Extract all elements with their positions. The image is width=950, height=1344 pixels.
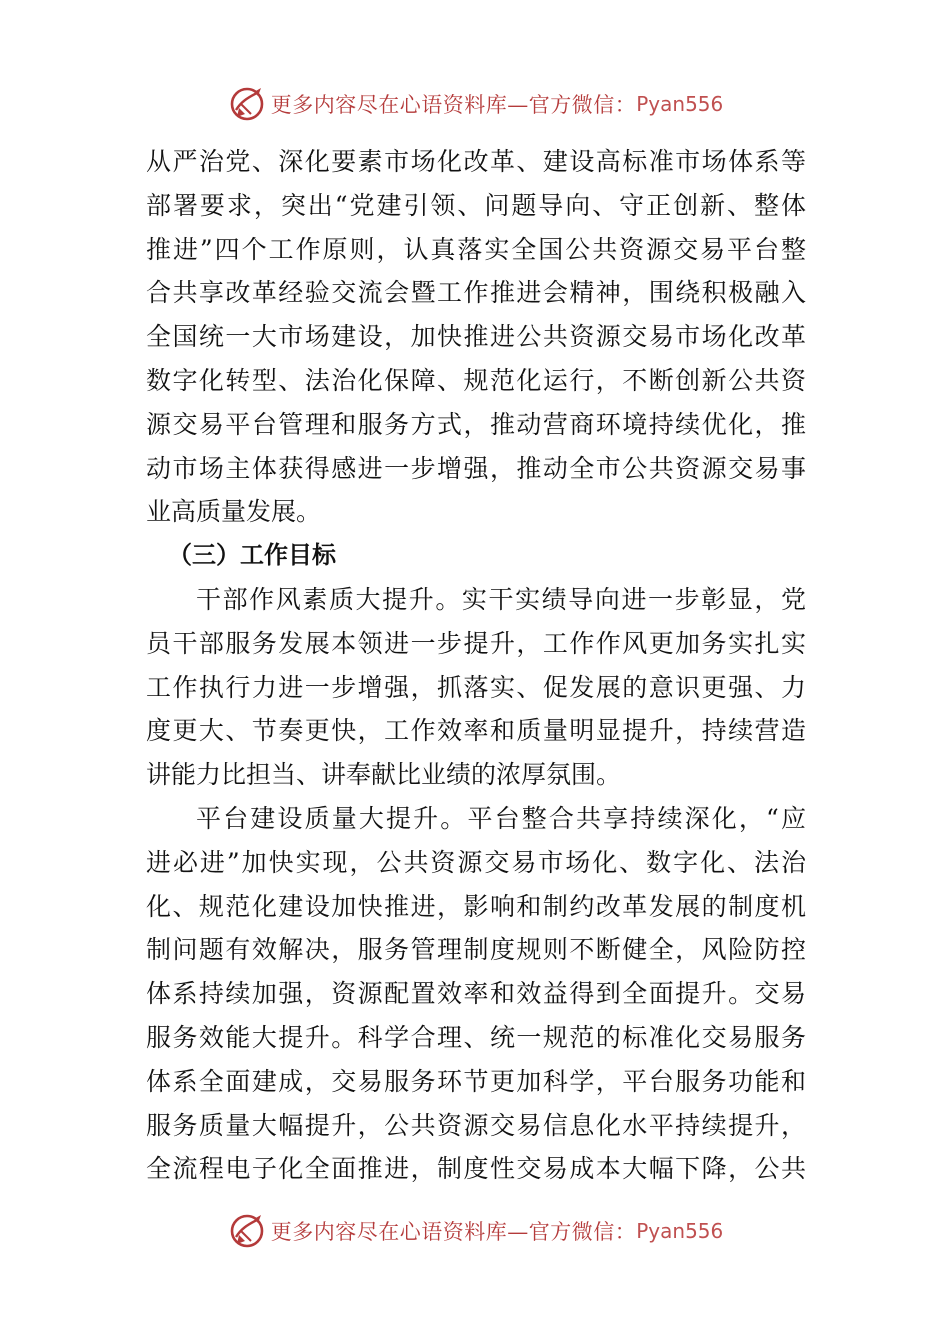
text-line: 工作执行力进一步增强，抓落实、促发展的意识更强、力 [146, 672, 806, 702]
text-line: 部署要求，突出“党建引领、问题导向、守正创新、整体 [146, 190, 806, 220]
header-watermark [0, 82, 950, 126]
text-line: 体系持续加强，资源配置效率和效益得到全面提升。交易 [146, 979, 806, 1009]
text-line: 员干部服务发展本领进一步提升，工作作风更加务实扎实 [146, 628, 806, 658]
text-line: 从严治党、深化要素市场化改革、建设高标准市场体系等 [146, 147, 806, 176]
watermark-id: Pyan556 [636, 92, 724, 116]
text-line: 度更大、节奏更快，工作效率和质量明显提升，持续营造 [146, 716, 806, 746]
watermark-id: Pyan556 [636, 1219, 724, 1243]
text-line: 干部作风素质大提升。实干实绩导向进一步彰显，党 [196, 584, 806, 614]
text-line: 数字化转型、法治化保障、规范化运行，不断创新公共资 [146, 365, 806, 395]
text-line: 服务质量大幅提升，公共资源交易信息化水平持续提升， [146, 1110, 806, 1140]
pen-logo-icon [227, 1211, 267, 1251]
text-line: 服务效能大提升。科学合理、统一规范的标准化交易服务 [146, 1022, 806, 1052]
text-line: 平台建设质量大提升。平台整合共享持续深化，“应 [196, 803, 806, 833]
pen-logo-icon [227, 84, 267, 124]
text-line: 动市场主体获得感进一步增强，推动全市公共资源交易事 [146, 453, 806, 483]
text-line: 化、规范化建设加快推进，影响和制约改革发展的制度机 [146, 891, 806, 921]
text-line: 源交易平台管理和服务方式，推动营商环境持续优化，推 [146, 409, 806, 439]
text-line: 全流程电子化全面推进，制度性交易成本大幅下降，公共 [146, 1154, 806, 1184]
section-heading: （三）工作目标 [168, 541, 336, 570]
text-line: 业高质量发展。 [146, 497, 322, 527]
document-body [146, 140, 806, 1191]
text-line: 体系全面建成，交易服务环节更加科学，平台服务功能和 [146, 1066, 806, 1096]
text-line: 讲能力比担当、讲奉献比业绩的浓厚氛围。 [146, 760, 622, 790]
watermark-text: 更多内容尽在心语资料库—官方微信： [270, 1220, 637, 1244]
watermark-text: 更多内容尽在心语资料库—官方微信： [270, 93, 637, 117]
text-line: 制问题有效解决，服务管理制度规则不断健全，风险防控 [146, 935, 806, 965]
text-line: 进必进”加快实现，公共资源交易市场化、数字化、法治 [146, 847, 806, 877]
footer-watermark [0, 1209, 950, 1253]
text-line: 全国统一大市场建设，加快推进公共资源交易市场化改革 [146, 322, 806, 352]
text-line: 推进”四个工作原则，认真落实全国公共资源交易平台整 [146, 234, 806, 264]
text-line: 合共享改革经验交流会暨工作推进会精神，围绕积极融入 [146, 278, 806, 308]
